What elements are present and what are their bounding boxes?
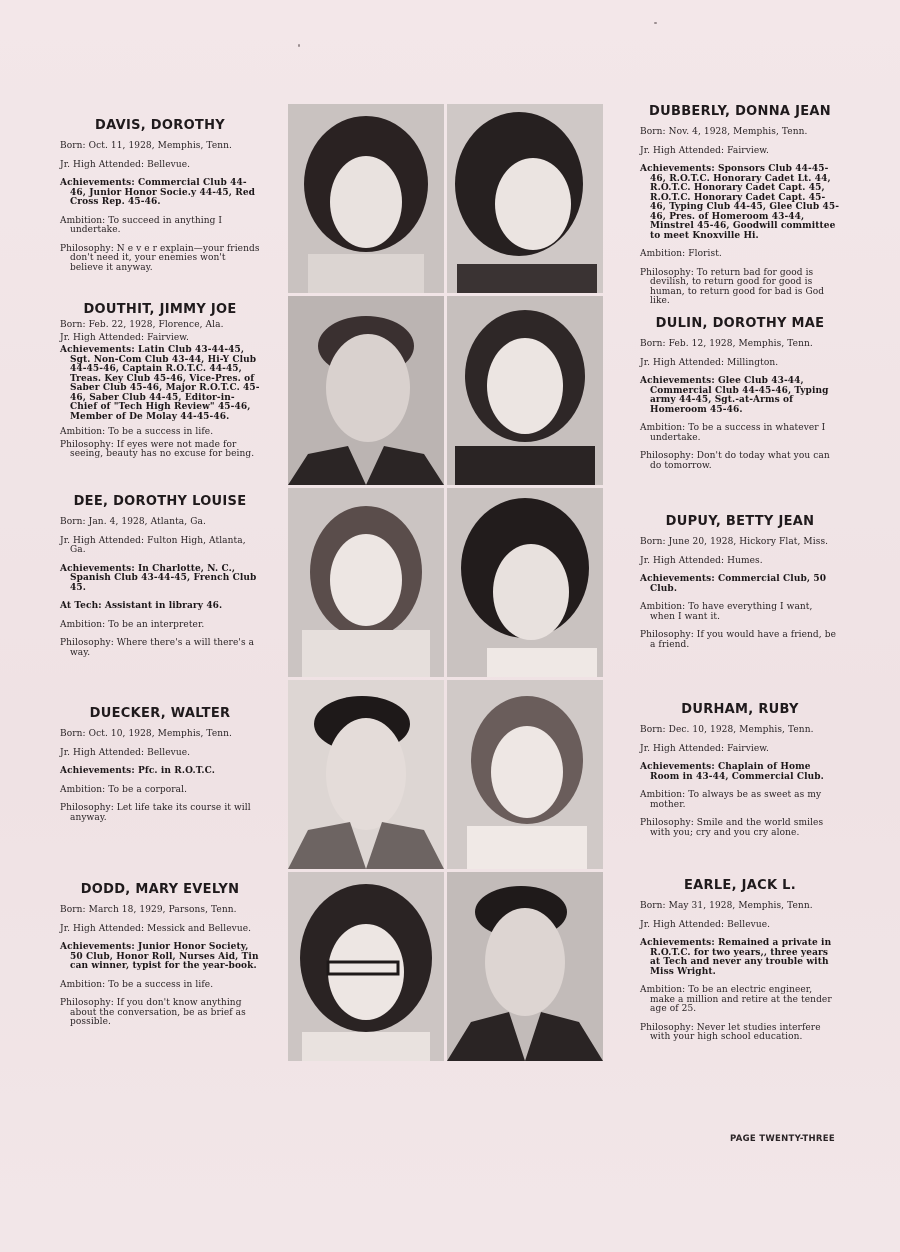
senior-entry-dodd: [60, 882, 260, 1037]
jr-high-line: Jr. High Attended: Fairview.: [640, 145, 769, 156]
portrait-dupuy: [447, 488, 603, 677]
portrait-dodd: [288, 872, 444, 1061]
philosophy-line: Philosophy: If eyes were not made for seeing, beauty has no excuse for being.: [60, 439, 255, 459]
portrait-douthit: [288, 296, 444, 485]
philosophy-line: Philosophy: If you would have a friend, be a friend.: [640, 630, 836, 650]
ambition-line: Ambition: To be an electric engineer, make a million and retire at the tender age of 25.: [640, 985, 832, 1014]
achievements-line: Achievements: Glee Club 43-44, Commercial Club 44-45-46, Typing army 44-45, Sgt.-at-Arms of Homeroom 45-46.: [640, 376, 829, 415]
student-name: DUECKER, WALTER: [89, 706, 231, 721]
jr-high-line: Jr. High Attended: Humes.: [640, 555, 763, 566]
portrait-durham: [447, 680, 603, 869]
jr-high-line: Jr. High Attended: Fairview.: [640, 743, 769, 754]
born-line: Born: Oct. 11, 1928, Memphis, Tenn.: [60, 141, 233, 151]
student-name: DOUTHIT, JIMMY JOE: [83, 302, 237, 317]
senior-entry-duecker: [60, 706, 260, 832]
portrait-davis: [288, 104, 444, 293]
philosophy-line: Philosophy: Where there's a will there's a way.: [60, 638, 255, 658]
paper-speck: [654, 22, 657, 24]
ambition-line: Ambition: To be a success in life.: [60, 427, 214, 437]
achievements-line: Achievements: Commercial Club, 50 Club.: [640, 574, 827, 594]
page-number-footer: PAGE TWENTY-THREE: [729, 1134, 835, 1144]
student-name: EARLE, JACK L.: [683, 878, 797, 893]
at-tech-line: At Tech: Assistant in library 46.: [60, 601, 223, 611]
ambition-line: Ambition: To be a success in whatever I undertake.: [640, 423, 826, 443]
philosophy-line: Philosophy: Don't do today what you can do tomorrow.: [640, 451, 830, 471]
senior-entry-dee: [60, 494, 260, 667]
jr-high-line: Jr. High Attended: Fairview.: [60, 332, 189, 343]
senior-entry-dulin: [640, 316, 840, 480]
philosophy-line: Philosophy: If you don't know anything about the conversation, be as brief as possible.: [60, 998, 246, 1027]
student-name: DUBBERLY, DONNA JEAN: [649, 104, 831, 119]
born-line: Born: Jan. 4, 1928, Atlanta, Ga.: [60, 517, 206, 527]
senior-entry-davis: [60, 118, 260, 282]
student-name: DUPUY, BETTY JEAN: [665, 514, 815, 529]
jr-high-line: Jr. High Attended: Bellevue.: [640, 919, 771, 930]
student-name: DODD, MARY EVELYN: [80, 882, 240, 897]
student-name: DAVIS, DOROTHY: [95, 118, 225, 133]
jr-high-line: Jr. High Attended: Fulton High, Atlanta, Ga.: [60, 535, 246, 555]
achievements-line: Achievements: Sponsors Club 44-45-46, R.O.T.C. Honorary Cadet Lt. 44, R.O.T.C. Honorary Cadet Capt. 45, R.O.T.C. Honorary Cadet Capt. 45-46, Typing Club 44-45, Glee Club 45-46, Pres. of Homeroom 43-44, Minstrel 45-46, Goodwill committee to meet Knoxville Hi.: [640, 164, 840, 241]
ambition-line: Ambition: To be a corporal.: [60, 784, 188, 795]
ambition-line: Ambition: To be a success in life.: [60, 979, 214, 990]
born-line: Born: March 18, 1929, Parsons, Tenn.: [60, 905, 237, 915]
achievements-line: Achievements: Junior Honor Society, 50 Club, Honor Roll, Nurses Aid, Tin can winner, typist for the year-book.: [60, 942, 259, 971]
born-line: Born: Oct. 10, 1928, Memphis, Tenn.: [60, 729, 233, 739]
portrait-dubberly: [447, 104, 603, 293]
jr-high-line: Jr. High Attended: Messick and Bellevue.: [60, 923, 252, 934]
born-line: Born: May 31, 1928, Memphis, Tenn.: [640, 901, 813, 911]
senior-entry-dubberly: [640, 104, 840, 316]
senior-entry-dupuy: [640, 514, 840, 659]
jr-high-line: Jr. High Attended: Bellevue.: [60, 747, 191, 758]
achievements-line: Achievements: In Charlotte, N. C., Spanish Club 43-44-45, French Club 45.: [60, 563, 257, 593]
jr-high-line: Jr. High Attended: Millington.: [640, 357, 779, 368]
senior-entry-douthit: [60, 302, 260, 469]
achievements-line: Achievements: Pfc. in R.O.T.C.: [60, 766, 215, 776]
ambition-line: Ambition: To succeed in anything I undertake.: [60, 215, 223, 235]
ambition-line: Ambition: To have everything I want, when I want it.: [640, 602, 813, 622]
achievements-line: Achievements: Commercial Club 44-46, Junior Honor Socie.y 44-45, Red Cross Rep. 45-46.: [60, 178, 256, 207]
jr-high-line: Jr. High Attended: Bellevue.: [60, 159, 191, 170]
philosophy-line: Philosophy: Never let studies interfere with your high school education.: [640, 1022, 821, 1042]
philosophy-line: Philosophy: To return bad for good is devilish, to return good for good is human, to return good for bad is God like.: [640, 267, 825, 306]
achievements-line: Achievements: Remained a private in R.O.T.C. for two years,, three years at Tech and never any trouble with Miss Wright.: [640, 938, 832, 977]
ambition-line: Ambition: To always be as sweet as my mother.: [640, 790, 822, 810]
ambition-line: Ambition: To be an interpreter.: [60, 619, 205, 630]
achievements-line: Achievements: Chaplain of Home Room in 43-44, Commercial Club.: [640, 762, 824, 782]
student-name: DEE, DOROTHY LOUISE: [73, 494, 247, 509]
student-name: DULIN, DOROTHY MAE: [655, 316, 825, 331]
portrait-grid: [288, 104, 607, 1059]
portrait-duecker: [288, 680, 444, 869]
philosophy-line: Philosophy: N e v e r explain—your friends don't need it, your enemies won't believe it anyway.: [60, 243, 260, 273]
paper-speck: [298, 44, 300, 47]
born-line: Born: June 20, 1928, Hickory Flat, Miss.: [640, 537, 829, 547]
achievements-line: Achievements: Latin Club 43-44-45, Sgt. Non-Com Club 43-44, Hi-Y Club 44-45-46, Captain R.O.T.C. 44-45, Treas. Key Club 45-46, Vice-Pres. of Saber Club 45-46, Major R.O.T.C. 45-46, Saber Club 44-45, Editor-in-Chief of "Tech High Review" 45-46, Member of De Molay 44-45-46.: [60, 345, 260, 422]
portrait-dulin: [447, 296, 603, 485]
senior-entry-earle: [640, 878, 840, 1052]
portrait-earle: [447, 872, 603, 1061]
ambition-line: Ambition: Florist.: [640, 249, 722, 259]
student-name: DURHAM, RUBY: [681, 702, 799, 717]
born-line: Born: Nov. 4, 1928, Memphis, Tenn.: [640, 127, 808, 137]
senior-entry-durham: [640, 702, 840, 847]
philosophy-line: Philosophy: Let life take its course it will anyway.: [60, 803, 251, 823]
born-line: Born: Feb. 22, 1928, Florence, Ala.: [60, 320, 224, 330]
portrait-dee: [288, 488, 444, 677]
philosophy-line: Philosophy: Smile and the world smiles with you; cry and you cry alone.: [640, 818, 824, 838]
born-line: Born: Feb. 12, 1928, Memphis, Tenn.: [640, 339, 813, 349]
born-line: Born: Dec. 10, 1928, Memphis, Tenn.: [640, 725, 814, 735]
